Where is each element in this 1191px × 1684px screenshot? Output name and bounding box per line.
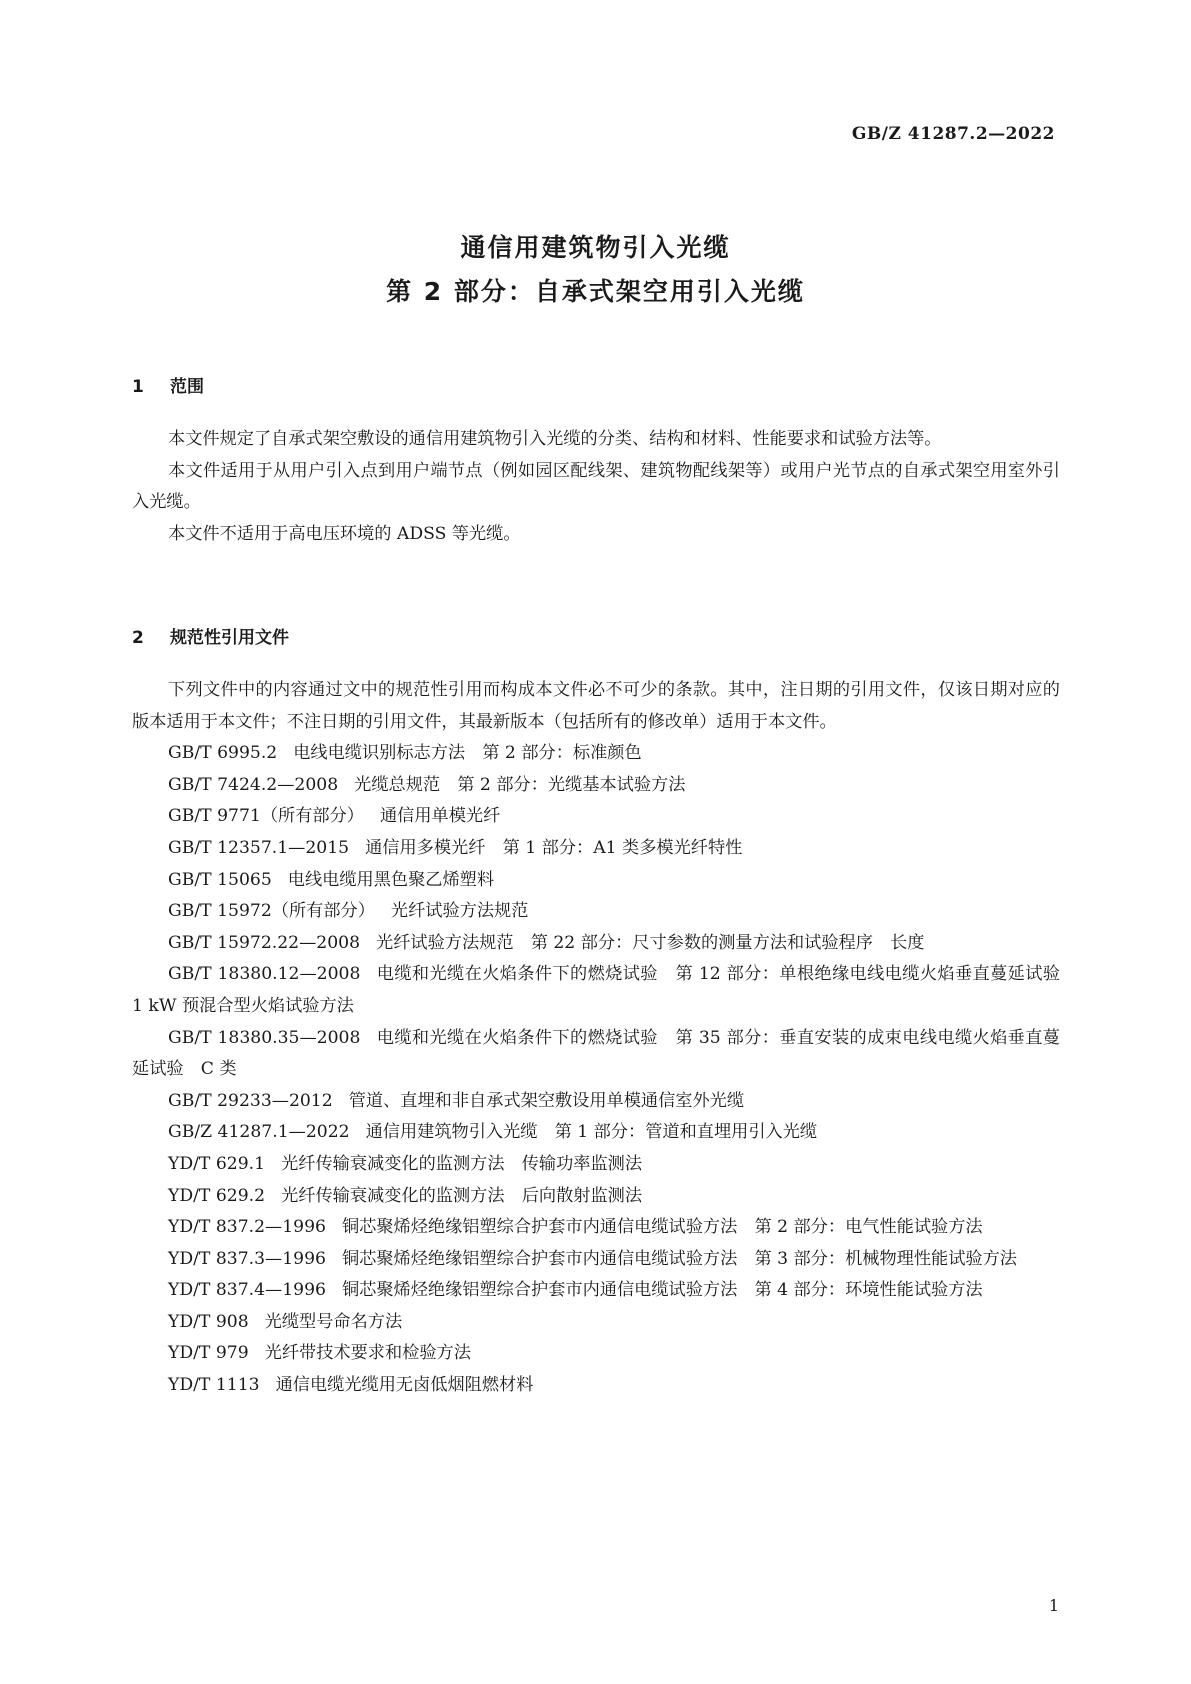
reference-title: 通信用多模光纤 第 1 部分：A1 类多模光纤特性 bbox=[365, 837, 743, 858]
reference-title: 光缆总规范 第 2 部分：光缆基本试验方法 bbox=[354, 774, 686, 795]
reference-code: YD/T 629.1 bbox=[168, 1153, 266, 1174]
reference-code: GB/T 29233—2012 bbox=[168, 1090, 333, 1111]
reference-title: 铜芯聚烯烃绝缘铝塑综合护套市内通信电缆试验方法 第 3 部分：机械物理性能试验方法 bbox=[341, 1248, 1017, 1269]
reference-title: 光纤带技术要求和检验方法 bbox=[264, 1343, 471, 1364]
reference-title: 光缆型号命名方法 bbox=[264, 1311, 403, 1332]
reference-item bbox=[132, 1244, 1060, 1276]
reference-code: YD/T 908 bbox=[168, 1311, 249, 1332]
reference-item bbox=[132, 1338, 1060, 1370]
reference-item bbox=[132, 1181, 1060, 1213]
reference-title: 管道、直埋和非自承式架空敷设用单模通信室外光缆 bbox=[348, 1090, 745, 1111]
reference-item bbox=[132, 865, 1060, 897]
reference-item bbox=[132, 1370, 1060, 1402]
scope-paragraph: 本文件不适用于高电压环境的 ADSS 等光缆。 bbox=[168, 523, 521, 544]
reference-title: 通信用建筑物引入光缆 第 1 部分：管道和直埋用引入光缆 bbox=[365, 1122, 818, 1143]
reference-item bbox=[132, 1023, 1060, 1086]
reference-item bbox=[132, 928, 1060, 960]
reference-title: 光纤试验方法规范 第 22 部分：尺寸参数的测量方法和试验程序 长度 bbox=[376, 932, 925, 953]
reference-title: 电线电缆用黑色聚乙烯塑料 bbox=[287, 869, 495, 890]
reference-code: GB/T 9771（所有部分） bbox=[168, 806, 364, 827]
reference-code: YD/T 837.3—1996 bbox=[168, 1248, 326, 1269]
reference-code: YD/T 837.4—1996 bbox=[168, 1280, 326, 1301]
reference-code: GB/T 18380.12—2008 bbox=[168, 964, 361, 985]
reference-item bbox=[132, 738, 1060, 770]
document-title-line-2: 第 2 部分：自承式架空用引入光缆 bbox=[386, 277, 805, 306]
reference-item bbox=[132, 1117, 1060, 1149]
reference-title: 铜芯聚烯烃绝缘铝塑综合护套市内通信电缆试验方法 第 4 部分：环境性能试验方法 bbox=[341, 1280, 983, 1301]
scope-paragraph: 本文件规定了自承式架空敷设的通信用建筑物引入光缆的分类、结构和材料、性能要求和试验方法等。 bbox=[168, 429, 942, 449]
reference-code: GB/T 15972（所有部分） bbox=[168, 901, 375, 922]
reference-title: 通信电缆光缆用无卤低烟阻燃材料 bbox=[275, 1375, 534, 1396]
scope-paragraph: 本文件适用于从用户引入点到用户端节点（例如园区配线架、建筑物配线架等）或用户光节点的自承式架空用室外引入光缆。 bbox=[132, 460, 1060, 513]
reference-title: 光纤传输衰减变化的监测方法 传输功率监测法 bbox=[281, 1153, 643, 1174]
section-references-body bbox=[132, 675, 1078, 1402]
reference-item bbox=[132, 1086, 1060, 1118]
reference-item bbox=[132, 1149, 1060, 1181]
reference-code: GB/T 18380.35—2008 bbox=[168, 1027, 361, 1048]
reference-code: YD/T 837.2—1996 bbox=[168, 1217, 326, 1238]
reference-code: YD/T 979 bbox=[168, 1343, 249, 1364]
reference-item bbox=[132, 1275, 1060, 1307]
reference-code: GB/T 6995.2 bbox=[168, 743, 278, 764]
references-intro: 下列文件中的内容通过文中的规范性引用而构成本文件必不可少的条款。其中，注日期的引用文件，仅该日期对应的版本适用于本文件；不注日期的引用文件，其最新版本（包括所有的修改单）适用于本文件。 bbox=[132, 680, 1060, 732]
reference-title: 电线电缆识别标志方法 第 2 部分：标准颜色 bbox=[293, 743, 642, 764]
standard-code: GB/Z 41287.2—2022 bbox=[851, 124, 1055, 144]
page-number: 1 bbox=[1048, 1596, 1059, 1615]
reference-title: 光纤传输衰减变化的监测方法 后向散射监测法 bbox=[281, 1185, 643, 1206]
reference-item bbox=[132, 1307, 1060, 1339]
reference-title: 铜芯聚烯烃绝缘铝塑综合护套市内通信电缆试验方法 第 2 部分：电气性能试验方法 bbox=[341, 1217, 983, 1238]
reference-code: YD/T 1113 bbox=[168, 1375, 260, 1396]
reference-code: GB/T 15972.22—2008 bbox=[168, 932, 361, 953]
section-title: 范围 bbox=[170, 377, 204, 397]
document-title-line-1: 通信用建筑物引入光缆 bbox=[460, 233, 731, 262]
reference-item bbox=[132, 959, 1078, 1022]
reference-item bbox=[132, 770, 1060, 802]
reference-title: 电缆和光缆在火焰条件下的燃烧试验 第 35 部分：垂直安装的成束电线电缆火焰垂直蔓延试验 C 类 bbox=[132, 1027, 1060, 1080]
reference-code: GB/Z 41287.1—2022 bbox=[168, 1122, 350, 1143]
reference-code: GB/T 12357.1—2015 bbox=[168, 837, 350, 858]
section-title: 规范性引用文件 bbox=[170, 628, 289, 648]
section-heading-scope bbox=[132, 372, 204, 397]
section-number: 1 bbox=[132, 377, 144, 397]
reference-item bbox=[132, 833, 1060, 865]
reference-title: 电缆和光缆在火焰条件下的燃烧试验 第 12 部分：单根绝缘电线电缆火焰垂直蔓延试验 1 kW 预混合型火焰试验方法 bbox=[132, 964, 1078, 1016]
reference-title: 通信用单模光纤 bbox=[379, 806, 501, 827]
section-scope-body bbox=[132, 424, 1060, 550]
reference-item bbox=[132, 1212, 1060, 1244]
section-heading-normative-references bbox=[132, 623, 289, 648]
reference-code: GB/T 7424.2—2008 bbox=[168, 774, 339, 795]
reference-list bbox=[132, 738, 1078, 1401]
reference-item bbox=[132, 896, 1060, 928]
reference-item bbox=[132, 801, 1060, 833]
reference-code: GB/T 15065 bbox=[168, 869, 272, 890]
section-number: 2 bbox=[132, 628, 144, 648]
reference-title: 光纤试验方法规范 bbox=[390, 901, 529, 922]
reference-code: YD/T 629.2 bbox=[168, 1185, 266, 1206]
